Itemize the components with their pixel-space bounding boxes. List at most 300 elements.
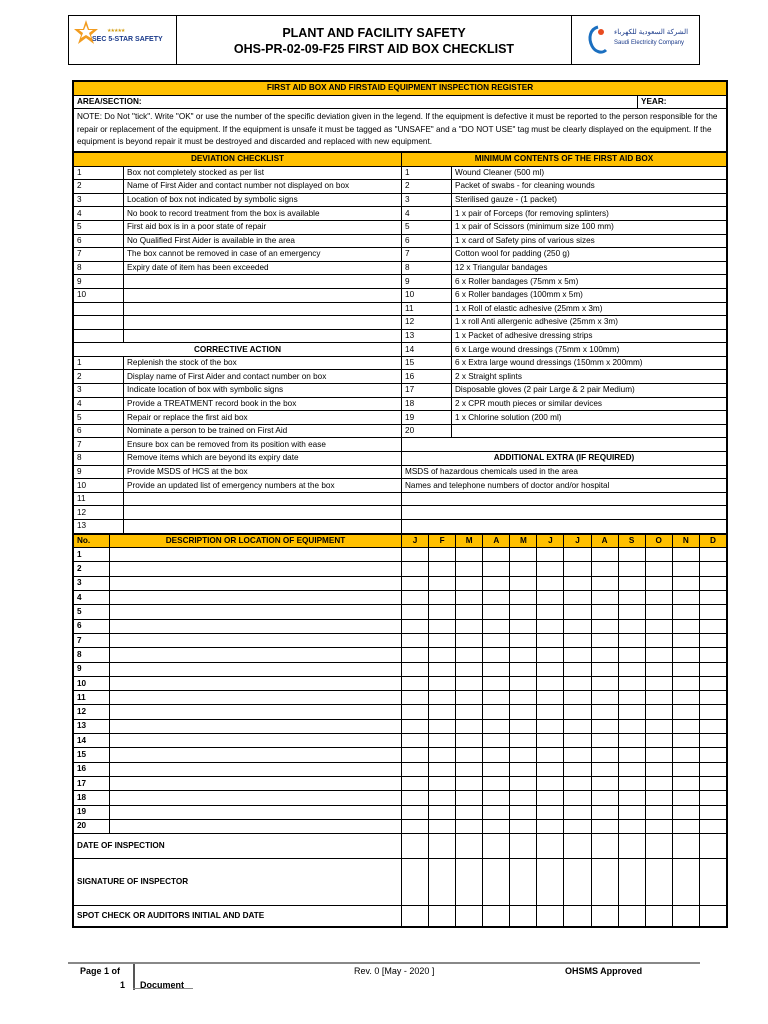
month-check-cell[interactable] bbox=[456, 562, 483, 576]
month-check-cell[interactable] bbox=[537, 662, 564, 676]
month-check-cell[interactable] bbox=[672, 705, 699, 719]
month-check-cell[interactable] bbox=[699, 633, 726, 647]
month-check-cell[interactable] bbox=[402, 762, 429, 776]
month-check-cell[interactable] bbox=[510, 591, 537, 605]
month-check-cell[interactable] bbox=[510, 691, 537, 705]
month-check-cell[interactable] bbox=[537, 562, 564, 576]
month-check-cell[interactable] bbox=[483, 662, 510, 676]
month-check-cell[interactable] bbox=[672, 748, 699, 762]
month-check-cell[interactable] bbox=[645, 605, 672, 619]
legend-row bbox=[74, 424, 727, 438]
month-check-cell[interactable] bbox=[537, 691, 564, 705]
month-check-cell[interactable] bbox=[510, 633, 537, 647]
month-check-cell[interactable] bbox=[456, 719, 483, 733]
month-check-cell[interactable] bbox=[429, 762, 456, 776]
month-check-cell[interactable] bbox=[564, 734, 591, 748]
signature-row-cell[interactable] bbox=[591, 859, 618, 906]
month-check-cell[interactable] bbox=[402, 791, 429, 805]
month-check-cell[interactable] bbox=[672, 719, 699, 733]
month-check-cell[interactable] bbox=[456, 691, 483, 705]
month-check-cell[interactable] bbox=[510, 619, 537, 633]
month-check-cell[interactable] bbox=[618, 619, 645, 633]
month-check-cell[interactable] bbox=[564, 591, 591, 605]
month-check-cell[interactable] bbox=[402, 734, 429, 748]
equipment-description-cell[interactable] bbox=[110, 762, 402, 776]
date-of-inspection-row-cell[interactable] bbox=[537, 834, 564, 859]
date-of-inspection-row-cell[interactable] bbox=[672, 834, 699, 859]
month-check-cell[interactable] bbox=[402, 805, 429, 819]
spot-check-row-cell[interactable] bbox=[645, 906, 672, 927]
month-check-cell[interactable] bbox=[672, 605, 699, 619]
month-check-cell[interactable] bbox=[699, 705, 726, 719]
month-check-cell[interactable] bbox=[591, 605, 618, 619]
signature-row-cell[interactable] bbox=[402, 859, 429, 906]
month-check-cell[interactable] bbox=[510, 748, 537, 762]
month-check-cell[interactable] bbox=[591, 576, 618, 590]
month-check-cell[interactable] bbox=[456, 576, 483, 590]
month-check-cell[interactable] bbox=[510, 676, 537, 690]
month-check-cell[interactable] bbox=[645, 562, 672, 576]
month-check-cell[interactable] bbox=[456, 819, 483, 833]
month-check-cell[interactable] bbox=[672, 762, 699, 776]
month-check-cell[interactable] bbox=[645, 776, 672, 790]
month-check-cell[interactable] bbox=[699, 734, 726, 748]
month-check-cell[interactable] bbox=[618, 776, 645, 790]
month-check-cell[interactable] bbox=[672, 633, 699, 647]
month-check-cell[interactable] bbox=[564, 705, 591, 719]
month-check-cell[interactable] bbox=[483, 819, 510, 833]
year-field[interactable]: YEAR: bbox=[638, 95, 727, 109]
month-check-cell[interactable] bbox=[402, 748, 429, 762]
equipment-description-cell[interactable] bbox=[110, 805, 402, 819]
month-check-cell[interactable] bbox=[645, 691, 672, 705]
month-check-cell[interactable] bbox=[510, 662, 537, 676]
month-check-cell[interactable] bbox=[564, 819, 591, 833]
month-check-cell[interactable] bbox=[699, 662, 726, 676]
month-check-cell[interactable] bbox=[591, 691, 618, 705]
month-check-cell[interactable] bbox=[672, 819, 699, 833]
month-check-cell[interactable] bbox=[564, 805, 591, 819]
signature-row-cell[interactable] bbox=[672, 859, 699, 906]
month-check-cell[interactable] bbox=[672, 734, 699, 748]
month-check-cell[interactable] bbox=[645, 705, 672, 719]
month-check-cell[interactable] bbox=[483, 676, 510, 690]
month-check-cell[interactable] bbox=[483, 762, 510, 776]
date-of-inspection-row-cell[interactable] bbox=[564, 834, 591, 859]
signature-row-cell[interactable] bbox=[537, 859, 564, 906]
month-check-cell[interactable] bbox=[564, 791, 591, 805]
month-check-cell[interactable] bbox=[429, 576, 456, 590]
month-check-cell[interactable] bbox=[618, 648, 645, 662]
month-check-cell[interactable] bbox=[618, 691, 645, 705]
month-check-cell[interactable] bbox=[591, 791, 618, 805]
month-check-cell[interactable] bbox=[456, 776, 483, 790]
month-check-cell[interactable] bbox=[564, 576, 591, 590]
equipment-row bbox=[74, 576, 727, 590]
month-check-cell[interactable] bbox=[429, 748, 456, 762]
month-check-cell[interactable] bbox=[402, 662, 429, 676]
month-check-cell[interactable] bbox=[591, 705, 618, 719]
month-check-cell[interactable] bbox=[483, 719, 510, 733]
month-check-cell[interactable] bbox=[564, 719, 591, 733]
month-check-cell[interactable] bbox=[483, 562, 510, 576]
month-check-cell[interactable] bbox=[618, 562, 645, 576]
month-check-cell[interactable] bbox=[564, 748, 591, 762]
month-check-cell[interactable] bbox=[537, 705, 564, 719]
month-check-cell[interactable] bbox=[618, 662, 645, 676]
month-check-cell[interactable] bbox=[456, 805, 483, 819]
month-check-cell[interactable] bbox=[429, 633, 456, 647]
month-check-cell[interactable] bbox=[537, 633, 564, 647]
month-check-cell[interactable] bbox=[483, 691, 510, 705]
month-check-cell[interactable] bbox=[618, 705, 645, 719]
spot-check-row-cell[interactable] bbox=[564, 906, 591, 927]
month-check-cell[interactable] bbox=[456, 591, 483, 605]
signature-row-cell[interactable] bbox=[456, 859, 483, 906]
month-check-cell[interactable] bbox=[429, 705, 456, 719]
month-check-cell[interactable] bbox=[537, 548, 564, 562]
equipment-description-cell[interactable] bbox=[110, 605, 402, 619]
equipment-description-cell[interactable] bbox=[110, 619, 402, 633]
spot-check-row-cell[interactable] bbox=[429, 906, 456, 927]
month-check-cell[interactable] bbox=[429, 676, 456, 690]
month-check-cell[interactable] bbox=[456, 633, 483, 647]
signature-row-cell[interactable] bbox=[618, 859, 645, 906]
month-check-cell[interactable] bbox=[483, 748, 510, 762]
month-check-cell[interactable] bbox=[456, 762, 483, 776]
month-check-cell[interactable] bbox=[429, 819, 456, 833]
month-check-cell[interactable] bbox=[564, 776, 591, 790]
month-check-cell[interactable] bbox=[699, 648, 726, 662]
month-check-cell[interactable] bbox=[429, 776, 456, 790]
spot-check-row-cell[interactable] bbox=[591, 906, 618, 927]
equipment-description-cell[interactable] bbox=[110, 576, 402, 590]
month-check-cell[interactable] bbox=[672, 619, 699, 633]
month-check-cell[interactable] bbox=[564, 605, 591, 619]
month-check-cell[interactable] bbox=[564, 676, 591, 690]
month-check-cell[interactable] bbox=[402, 633, 429, 647]
month-check-cell[interactable] bbox=[537, 648, 564, 662]
month-check-cell[interactable] bbox=[510, 605, 537, 619]
equipment-description-cell[interactable] bbox=[110, 591, 402, 605]
month-check-cell[interactable] bbox=[483, 705, 510, 719]
spot-check-row-cell[interactable] bbox=[456, 906, 483, 927]
month-check-cell[interactable] bbox=[402, 719, 429, 733]
date-of-inspection-row-cell[interactable] bbox=[510, 834, 537, 859]
month-check-cell[interactable] bbox=[699, 676, 726, 690]
month-check-cell[interactable] bbox=[537, 748, 564, 762]
month-check-cell[interactable] bbox=[591, 734, 618, 748]
month-check-cell[interactable] bbox=[537, 762, 564, 776]
month-check-cell[interactable] bbox=[429, 719, 456, 733]
month-check-cell[interactable] bbox=[672, 791, 699, 805]
month-check-cell[interactable] bbox=[456, 705, 483, 719]
month-check-cell[interactable] bbox=[402, 605, 429, 619]
month-check-cell[interactable] bbox=[645, 762, 672, 776]
month-check-cell[interactable] bbox=[483, 648, 510, 662]
date-of-inspection-row-cell[interactable] bbox=[483, 834, 510, 859]
month-check-cell[interactable] bbox=[402, 776, 429, 790]
month-check-cell[interactable] bbox=[645, 719, 672, 733]
month-check-cell[interactable] bbox=[699, 719, 726, 733]
month-check-cell[interactable] bbox=[645, 662, 672, 676]
month-check-cell[interactable] bbox=[402, 562, 429, 576]
month-check-cell[interactable] bbox=[699, 562, 726, 576]
month-check-cell[interactable] bbox=[672, 576, 699, 590]
month-check-cell[interactable] bbox=[456, 734, 483, 748]
spot-check-row-cell[interactable] bbox=[672, 906, 699, 927]
equipment-description-cell[interactable] bbox=[110, 776, 402, 790]
month-check-cell[interactable] bbox=[618, 819, 645, 833]
month-check-cell[interactable] bbox=[645, 819, 672, 833]
month-check-cell[interactable] bbox=[645, 591, 672, 605]
signature-row-cell[interactable] bbox=[699, 859, 726, 906]
month-check-cell[interactable] bbox=[672, 805, 699, 819]
month-check-cell[interactable] bbox=[429, 662, 456, 676]
month-check-cell[interactable] bbox=[456, 619, 483, 633]
month-check-cell[interactable] bbox=[645, 633, 672, 647]
month-check-cell[interactable] bbox=[618, 605, 645, 619]
month-check-cell[interactable] bbox=[483, 776, 510, 790]
signature-row-cell[interactable] bbox=[645, 859, 672, 906]
month-check-cell[interactable] bbox=[429, 648, 456, 662]
equipment-description-cell[interactable] bbox=[110, 734, 402, 748]
month-check-cell[interactable] bbox=[510, 648, 537, 662]
equipment-description-cell[interactable] bbox=[110, 676, 402, 690]
spot-check-row-cell[interactable] bbox=[699, 906, 726, 927]
month-check-cell[interactable] bbox=[429, 605, 456, 619]
month-check-cell[interactable] bbox=[645, 648, 672, 662]
equipment-description-cell[interactable] bbox=[110, 705, 402, 719]
month-check-cell[interactable] bbox=[699, 805, 726, 819]
spot-check-row-cell[interactable] bbox=[618, 906, 645, 927]
month-check-cell[interactable] bbox=[591, 748, 618, 762]
month-check-cell[interactable] bbox=[618, 734, 645, 748]
month-check-cell[interactable] bbox=[402, 576, 429, 590]
month-check-cell[interactable] bbox=[618, 805, 645, 819]
month-check-cell[interactable] bbox=[591, 819, 618, 833]
month-check-cell[interactable] bbox=[618, 762, 645, 776]
month-check-cell[interactable] bbox=[591, 548, 618, 562]
month-check-cell[interactable] bbox=[483, 548, 510, 562]
month-check-cell[interactable] bbox=[591, 776, 618, 790]
date-of-inspection-row-cell[interactable] bbox=[402, 834, 429, 859]
month-check-cell[interactable] bbox=[537, 776, 564, 790]
month-check-cell[interactable] bbox=[699, 576, 726, 590]
month-check-cell[interactable] bbox=[645, 619, 672, 633]
month-check-cell[interactable] bbox=[618, 791, 645, 805]
month-check-cell[interactable] bbox=[591, 619, 618, 633]
area-section-field[interactable]: AREA/SECTION: bbox=[74, 95, 638, 109]
equipment-description-cell[interactable] bbox=[110, 648, 402, 662]
month-check-cell[interactable] bbox=[591, 676, 618, 690]
month-check-cell[interactable] bbox=[510, 762, 537, 776]
month-check-cell[interactable] bbox=[618, 748, 645, 762]
equipment-description-cell[interactable] bbox=[110, 562, 402, 576]
date-of-inspection-row-cell[interactable] bbox=[429, 834, 456, 859]
signature-row-cell[interactable] bbox=[564, 859, 591, 906]
date-of-inspection-row-cell[interactable] bbox=[618, 834, 645, 859]
month-check-cell[interactable] bbox=[699, 591, 726, 605]
month-check-cell[interactable] bbox=[537, 734, 564, 748]
month-check-cell[interactable] bbox=[429, 591, 456, 605]
month-check-cell[interactable] bbox=[510, 734, 537, 748]
month-check-cell[interactable] bbox=[483, 734, 510, 748]
month-check-cell[interactable] bbox=[672, 548, 699, 562]
month-check-cell[interactable] bbox=[456, 676, 483, 690]
month-check-cell[interactable] bbox=[699, 776, 726, 790]
month-check-cell[interactable] bbox=[537, 676, 564, 690]
month-check-cell[interactable] bbox=[672, 648, 699, 662]
month-check-cell[interactable] bbox=[510, 548, 537, 562]
month-check-cell[interactable] bbox=[645, 791, 672, 805]
month-check-cell[interactable] bbox=[456, 605, 483, 619]
month-check-cell[interactable] bbox=[699, 791, 726, 805]
month-check-cell[interactable] bbox=[591, 662, 618, 676]
month-check-cell[interactable] bbox=[483, 805, 510, 819]
month-check-cell[interactable] bbox=[429, 791, 456, 805]
date-of-inspection-row-cell[interactable] bbox=[456, 834, 483, 859]
month-check-cell[interactable] bbox=[402, 591, 429, 605]
month-check-cell[interactable] bbox=[510, 719, 537, 733]
month-check-cell[interactable] bbox=[483, 591, 510, 605]
month-check-cell[interactable] bbox=[402, 648, 429, 662]
equipment-description-cell[interactable] bbox=[110, 691, 402, 705]
month-check-cell[interactable] bbox=[510, 576, 537, 590]
month-check-cell[interactable] bbox=[645, 548, 672, 562]
month-check-cell[interactable] bbox=[645, 576, 672, 590]
month-check-cell[interactable] bbox=[537, 719, 564, 733]
date-of-inspection-row-cell[interactable] bbox=[699, 834, 726, 859]
spot-check-row-cell[interactable] bbox=[402, 906, 429, 927]
month-check-cell[interactable] bbox=[591, 762, 618, 776]
month-check-cell[interactable] bbox=[510, 791, 537, 805]
month-check-cell[interactable] bbox=[429, 619, 456, 633]
month-check-cell[interactable] bbox=[591, 805, 618, 819]
month-check-cell[interactable] bbox=[456, 548, 483, 562]
month-check-cell[interactable] bbox=[483, 633, 510, 647]
month-check-cell[interactable] bbox=[537, 791, 564, 805]
month-check-cell[interactable] bbox=[564, 662, 591, 676]
month-check-cell[interactable] bbox=[537, 805, 564, 819]
month-check-cell[interactable] bbox=[564, 562, 591, 576]
month-check-cell[interactable] bbox=[483, 619, 510, 633]
month-check-cell[interactable] bbox=[672, 676, 699, 690]
month-check-cell[interactable] bbox=[402, 619, 429, 633]
month-check-cell[interactable] bbox=[618, 719, 645, 733]
equipment-description-cell[interactable] bbox=[110, 662, 402, 676]
month-check-cell[interactable] bbox=[456, 748, 483, 762]
equipment-description-cell[interactable] bbox=[110, 819, 402, 833]
month-check-cell[interactable] bbox=[591, 648, 618, 662]
equipment-description-cell[interactable] bbox=[110, 633, 402, 647]
date-of-inspection-row-cell[interactable] bbox=[645, 834, 672, 859]
signature-row-cell[interactable] bbox=[510, 859, 537, 906]
month-check-cell[interactable] bbox=[537, 576, 564, 590]
month-check-cell[interactable] bbox=[591, 591, 618, 605]
month-check-cell[interactable] bbox=[456, 648, 483, 662]
month-check-cell[interactable] bbox=[483, 791, 510, 805]
month-check-cell[interactable] bbox=[645, 676, 672, 690]
month-check-cell[interactable] bbox=[402, 819, 429, 833]
month-check-cell[interactable] bbox=[537, 591, 564, 605]
month-check-cell[interactable] bbox=[672, 776, 699, 790]
month-check-cell[interactable] bbox=[429, 548, 456, 562]
month-check-cell[interactable] bbox=[402, 705, 429, 719]
month-check-cell[interactable] bbox=[618, 676, 645, 690]
equipment-description-cell[interactable] bbox=[110, 791, 402, 805]
spot-check-row-cell[interactable] bbox=[483, 906, 510, 927]
month-check-cell[interactable] bbox=[618, 591, 645, 605]
month-check-cell[interactable] bbox=[429, 805, 456, 819]
month-check-cell[interactable] bbox=[591, 633, 618, 647]
month-check-cell[interactable] bbox=[456, 791, 483, 805]
month-check-cell[interactable] bbox=[402, 676, 429, 690]
spot-check-row-cell[interactable] bbox=[510, 906, 537, 927]
spot-check-row-cell[interactable] bbox=[537, 906, 564, 927]
month-check-cell[interactable] bbox=[699, 548, 726, 562]
month-check-cell[interactable] bbox=[429, 691, 456, 705]
date-of-inspection-row-cell[interactable] bbox=[591, 834, 618, 859]
month-check-cell[interactable] bbox=[537, 605, 564, 619]
equipment-description-cell[interactable] bbox=[110, 748, 402, 762]
month-check-cell[interactable] bbox=[672, 691, 699, 705]
month-check-cell[interactable] bbox=[645, 748, 672, 762]
month-check-cell[interactable] bbox=[699, 762, 726, 776]
signature-row-cell[interactable] bbox=[483, 859, 510, 906]
month-check-cell[interactable] bbox=[618, 548, 645, 562]
month-check-cell[interactable] bbox=[429, 562, 456, 576]
month-check-cell[interactable] bbox=[645, 805, 672, 819]
signature-row-cell[interactable] bbox=[429, 859, 456, 906]
month-check-cell[interactable] bbox=[456, 662, 483, 676]
month-check-cell[interactable] bbox=[672, 662, 699, 676]
equipment-description-cell[interactable] bbox=[110, 548, 402, 562]
month-check-cell[interactable] bbox=[618, 576, 645, 590]
month-check-cell[interactable] bbox=[699, 748, 726, 762]
month-check-cell[interactable] bbox=[672, 591, 699, 605]
month-check-cell[interactable] bbox=[510, 819, 537, 833]
month-check-cell[interactable] bbox=[429, 734, 456, 748]
month-check-cell[interactable] bbox=[564, 762, 591, 776]
month-check-cell[interactable] bbox=[645, 734, 672, 748]
month-check-cell[interactable] bbox=[564, 633, 591, 647]
month-check-cell[interactable] bbox=[618, 633, 645, 647]
month-check-cell[interactable] bbox=[537, 819, 564, 833]
month-check-cell[interactable] bbox=[699, 819, 726, 833]
month-check-cell[interactable] bbox=[510, 705, 537, 719]
month-check-cell[interactable] bbox=[672, 562, 699, 576]
month-check-cell[interactable] bbox=[510, 776, 537, 790]
month-check-cell[interactable] bbox=[564, 648, 591, 662]
month-check-cell[interactable] bbox=[402, 691, 429, 705]
month-check-cell[interactable] bbox=[699, 605, 726, 619]
month-check-cell[interactable] bbox=[402, 548, 429, 562]
month-check-cell[interactable] bbox=[591, 562, 618, 576]
month-check-cell[interactable] bbox=[483, 576, 510, 590]
month-check-cell[interactable] bbox=[564, 619, 591, 633]
month-check-cell[interactable] bbox=[564, 691, 591, 705]
month-check-cell[interactable] bbox=[564, 548, 591, 562]
month-check-cell[interactable] bbox=[510, 562, 537, 576]
month-check-cell[interactable] bbox=[699, 691, 726, 705]
month-check-cell[interactable] bbox=[483, 605, 510, 619]
equipment-description-cell[interactable] bbox=[110, 719, 402, 733]
month-check-cell[interactable] bbox=[591, 719, 618, 733]
month-check-cell[interactable] bbox=[510, 805, 537, 819]
month-check-cell[interactable] bbox=[537, 619, 564, 633]
month-check-cell[interactable] bbox=[699, 619, 726, 633]
